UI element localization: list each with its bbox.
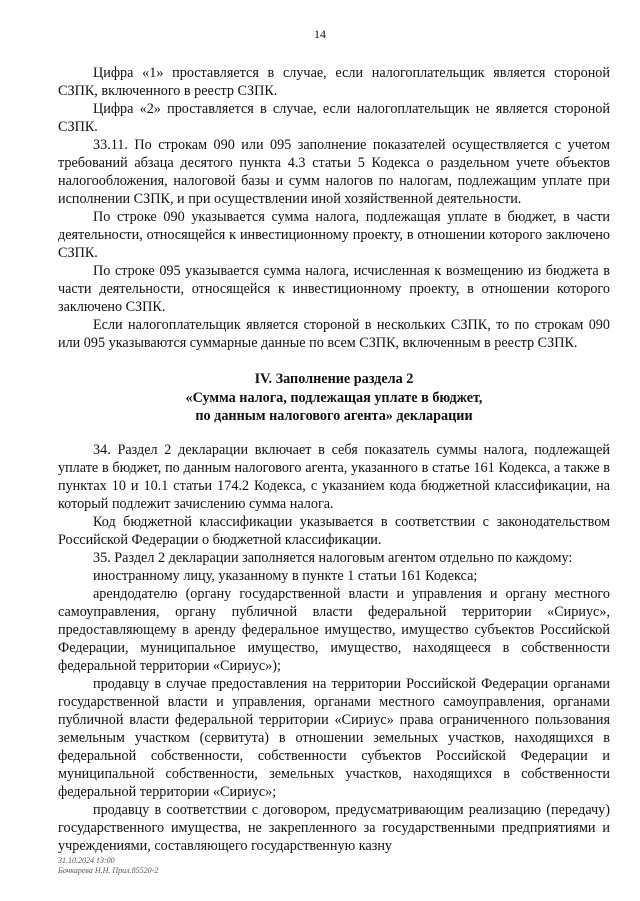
page-number: 14 xyxy=(314,27,326,41)
paragraph: 33.11. По строкам 090 или 095 заполнение показателей осуществляется с учетом требований абзаца десятого пункта 4.3 статьи 5 Кодекса о раздельном учете объектов налогообложения, налоговой базы и сумм налогов по налогам, подлежащим уплате при исполнении СЗПК, и при осуществлении иной хозяйственной деятельности. xyxy=(58,137,610,207)
paragraph: продавцу в соответствии с договором, предусматривающим реализацию (передачу) государственного имущества, не закрепленного за государственными предприятиями и учреждениями, составляющего государственную казну xyxy=(58,801,610,854)
paragraph: арендодателю (органу государственной власти и управления и органу местного самоуправления, органу публичной власти федеральной территории «Сириус», предоставляющему в аренду федеральное имущество, имущество субъектов Российской Федерации, муниципальное имущество, имущество, находящееся в собственности федеральной территории «Сириус»); xyxy=(58,585,610,674)
paragraph: Цифра «1» проставляется в случае, если налогоплательщик является стороной СЗПК, включенного в реестр СЗПК. xyxy=(58,65,610,99)
paragraph: Код бюджетной классификации указывается в соответствии с законодательством Российской Федерации о бюджетной классификации. xyxy=(58,513,610,548)
paragraph: По строке 095 указывается сумма налога, исчисленная к возмещению из бюджета в части деятельности, относящейся к инвестиционному проекту, в отношении которого заключено СЗПК. xyxy=(58,263,610,315)
paragraph: 34. Раздел 2 декларации включает в себя показатель суммы налога, подлежащей уплате в бюджет, по данным налогового агента, указанного в статье 161 Кодекса, а также в пунктах 10 и 10.1 статьи 174.2 Кодекса, с указанием кода бюджетной классификации, на который подлежит зачислению сумма налога. xyxy=(58,441,610,512)
section-heading-line: «Сумма налога, подлежащая уплате в бюджет, xyxy=(185,389,483,406)
section-heading-line: IV. Заполнение раздела 2 xyxy=(254,371,414,387)
footer-stamp xyxy=(58,856,158,876)
paragraph: иностранному лицу, указанному в пункте 1 статьи 161 Кодекса; xyxy=(93,567,478,584)
paragraph: Цифра «2» проставляется в случае, если налогоплательщик не является стороной СЗПК. xyxy=(58,101,610,135)
document-body xyxy=(58,64,610,855)
section-heading-line: по данным налогового агента» декларации xyxy=(195,408,473,424)
paragraph: Если налогоплательщик является стороной в нескольких СЗПК, то по строкам 090 или 095 указываются суммарные данные по всем СЗПК, включенным в реестр СЗПК. xyxy=(58,317,610,351)
footer-stamp-author: Бочкарева Н.Н. Прил.85520-2 xyxy=(58,866,159,875)
paragraph: продавцу в случае предоставления на территории Российской Федерации органами государственной власти и управления, органами местного самоуправления, органами публичной власти федеральной территории «Сириус» права ограниченного пользования земельным участком (сервитута) в отношении земельных участков, находящихся в федеральной собственности, собственности субъектов Российской Федерации и муниципальной собственности, земельных участков, находящихся в собственности федеральной территории «Сириус»; xyxy=(58,675,610,800)
paragraph: По строке 090 указывается сумма налога, подлежащая уплате в бюджет, в части деятельности, относящейся к инвестиционному проекту, в отношении которого заключено СЗПК. xyxy=(58,209,610,261)
paragraph: 35. Раздел 2 декларации заполняется налоговым агентом отдельно по каждому: xyxy=(93,549,573,566)
footer-stamp-date: 31.10.2024 13:00 xyxy=(58,856,115,865)
